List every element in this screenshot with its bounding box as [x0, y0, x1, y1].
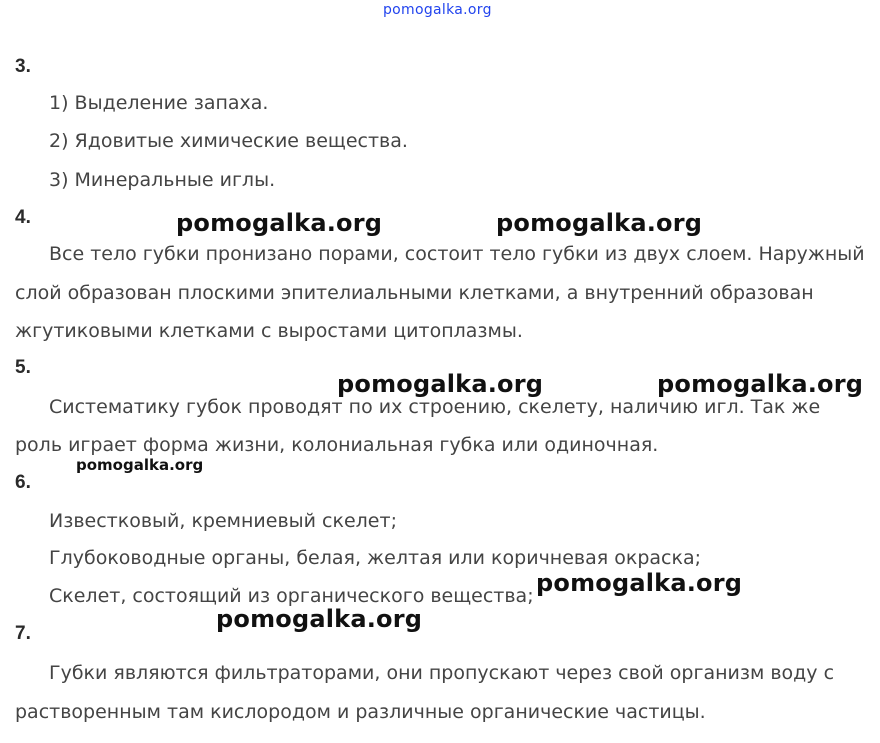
watermark: pomogalka.org	[76, 456, 204, 474]
section-number-7: 7.	[15, 623, 31, 644]
section-3-line-2: 2) Ядовитые химические вещества.	[49, 130, 408, 152]
watermark: pomogalka.org	[496, 209, 703, 237]
watermark: pomogalka.org	[216, 605, 423, 633]
section-3-line-1: 1) Выделение запаха.	[49, 92, 269, 114]
section-4-line-1: Все тело губки пронизано порами, состоит тело губки из двух слоем. Наружный	[49, 243, 865, 265]
section-number-3: 3.	[15, 56, 31, 77]
watermark-top: pomogalka.org	[383, 2, 492, 18]
section-4-line-3: жгутиковыми клетками с выростами цитоплазмы.	[15, 320, 523, 342]
watermark: pomogalka.org	[536, 569, 743, 597]
section-6-line-1: Известковый, кремниевый скелет;	[49, 510, 397, 532]
section-5-line-1: Систематику губок проводят по их строению, скелету, наличию игл. Так же	[49, 396, 821, 418]
section-number-4: 4.	[15, 207, 31, 228]
section-number-6: 6.	[15, 472, 31, 493]
section-7-line-2: растворенным там кислородом и различные органические частицы.	[15, 701, 706, 723]
watermark: pomogalka.org	[657, 370, 864, 398]
section-3-line-3: 3) Минеральные иглы.	[49, 169, 276, 191]
watermark: pomogalka.org	[176, 209, 383, 237]
section-6-line-2: Глубоководные органы, белая, желтая или коричневая окраска;	[49, 547, 701, 569]
watermark: pomogalka.org	[337, 370, 544, 398]
section-5-line-2: роль играет форма жизни, колониальная губка или одиночная.	[15, 434, 659, 456]
section-7-line-1: Губки являются фильтраторами, они пропускают через свой организм воду с	[49, 662, 835, 684]
section-6-line-3: Скелет, состоящий из органического вещества;	[49, 585, 534, 607]
section-4-line-2: слой образован плоскими эпителиальными клетками, а внутренний образован	[15, 282, 814, 304]
section-number-5: 5.	[15, 357, 31, 378]
